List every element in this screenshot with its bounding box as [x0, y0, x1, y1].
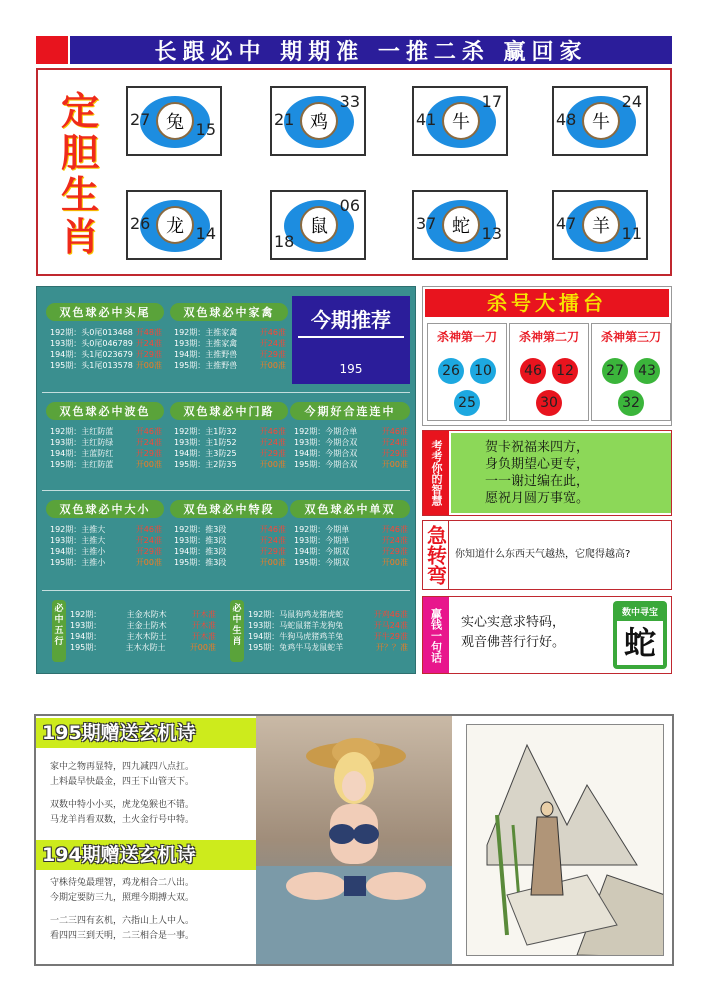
recommend-box — [292, 296, 410, 384]
record-row — [248, 631, 408, 642]
win-line: 实心实意求特码， — [461, 615, 566, 630]
record-row — [50, 426, 162, 437]
record-row — [50, 360, 162, 371]
record-row — [174, 524, 286, 535]
zodiac-number-right: 15 — [195, 120, 216, 139]
poem-line — [50, 790, 194, 798]
number-ball: 10 — [470, 358, 496, 384]
record-label: 193期：今期合双 — [294, 438, 358, 447]
poem-title: 194期赠送玄机诗 — [36, 840, 258, 870]
number-ball: 12 — [552, 358, 578, 384]
record-label: 192期：头0尾013468 — [50, 328, 133, 337]
section-rows-lianlian — [294, 426, 408, 470]
record-row — [294, 535, 408, 546]
win-line: 观音佛菩行行好。 — [461, 635, 566, 650]
record-label: 194期：主推野兽 — [174, 350, 238, 359]
record-row — [70, 609, 216, 620]
record-label: 194期：主推小 — [50, 547, 106, 556]
kill-board-title: 杀号大擂台 — [425, 289, 669, 317]
zodiac-number-left: 37 — [416, 214, 437, 233]
record-result: 开46准 — [259, 427, 286, 436]
knife-column — [509, 323, 589, 421]
record-row — [50, 524, 162, 535]
record-result: 开46准 — [259, 525, 286, 534]
section-header-daxiao: 双色球必中大小 — [46, 500, 164, 518]
poem-line: 看四四三到天明，二三相合是一事。 — [50, 931, 195, 941]
poem-line: 马龙羊肖看双数，土火金行号中特。 — [50, 815, 195, 825]
section-header-teduan: 双色球必中特段 — [170, 500, 288, 518]
zodiac-number-right: 17 — [481, 92, 502, 111]
record-row — [248, 609, 408, 620]
record-label: 195期：今期合双 — [294, 460, 358, 469]
record-label: 193期：马蛇鼠猪羊龙狗兔 — [248, 621, 344, 630]
rabbit-icon: 兔 — [156, 102, 194, 140]
ox-brown-icon: 牛 — [582, 102, 620, 140]
section-rows-jiaqin — [174, 327, 286, 371]
record-result: 开24准 — [135, 339, 162, 348]
record-result: 开00准 — [135, 558, 162, 567]
record-result: 开29准 — [259, 350, 286, 359]
zodiac-card — [412, 190, 508, 260]
recommend-title: 今期推荐 — [311, 308, 391, 332]
record-row — [174, 338, 286, 349]
record-row — [174, 426, 286, 437]
record-result: 开29准 — [259, 449, 286, 458]
record-result: 开29准 — [135, 350, 162, 359]
section-header-bose: 双色球必中波色 — [46, 402, 164, 420]
zodiac-card — [270, 190, 366, 260]
recommend-number: 195 — [339, 362, 363, 376]
record-label: 主木水防土 — [125, 643, 166, 652]
number-ball: 25 — [454, 390, 480, 416]
record-result: 开29准 — [135, 547, 162, 556]
record-label: 194期：今期双 — [294, 547, 350, 556]
record-label: 194期：推3段 — [174, 547, 227, 556]
wisdom-label: 考考你的智慧 — [423, 431, 449, 515]
zodiac-number-left: 41 — [416, 110, 437, 129]
record-result: 开48准 — [135, 328, 162, 337]
record-result: 开46准 — [259, 328, 286, 337]
poem-line — [50, 906, 194, 914]
record-row — [70, 620, 216, 631]
record-label: 193期：主推大 — [50, 536, 106, 545]
number-ball: 26 — [438, 358, 464, 384]
record-row — [174, 327, 286, 338]
knife-title: 杀神第三刀 — [600, 330, 661, 344]
beach-photo — [256, 716, 452, 964]
wisdom-box — [422, 430, 672, 516]
recommend-divider — [298, 336, 404, 338]
section-header-menlu: 双色球必中门路 — [170, 402, 288, 420]
riddle-text: 你知道什么东西天气越热，它爬得越高? — [455, 549, 631, 560]
record-result: 开24准 — [381, 438, 408, 447]
record-result: 开24准 — [135, 536, 162, 545]
zodiac-number-right: 06 — [339, 196, 360, 215]
record-row — [174, 535, 286, 546]
record-result: 开46准 — [135, 427, 162, 436]
riddle-label: 急转弯 — [423, 521, 449, 589]
wuxing-label: 必中五行 — [52, 600, 66, 662]
section-header-danshuang: 双色球必中单双 — [290, 500, 410, 518]
zodiac-number-right: 33 — [339, 92, 360, 111]
record-label: 193期：推3段 — [174, 536, 227, 545]
wisdom-line: 愿祝月圆万事宽。 — [485, 491, 590, 506]
record-period: 192期： — [70, 610, 102, 619]
knife-title: 杀神第一刀 — [436, 330, 497, 344]
zodiac-card — [270, 86, 366, 156]
poem-body — [50, 876, 194, 944]
zodiac-number-left: 26 — [130, 214, 151, 233]
record-result: 开00准 — [259, 460, 286, 469]
record-row — [248, 620, 408, 631]
record-result: 开29准 — [259, 547, 286, 556]
record-row — [294, 459, 408, 470]
record-result: 开00准 — [135, 361, 162, 370]
section-header-lianlian: 今期好合连连中 — [290, 402, 410, 420]
win-label: 赢钱一句话 — [423, 597, 449, 673]
poem-line: 一二三四有玄机，六指山上人中人。 — [50, 916, 195, 926]
record-result: 开？？准 — [376, 643, 408, 652]
record-label: 192期：主红防蓝 — [50, 427, 114, 436]
record-label: 195期：主推野兽 — [174, 361, 238, 370]
number-ball: 43 — [634, 358, 660, 384]
record-period: 195期： — [70, 643, 102, 652]
knife-column — [427, 323, 507, 421]
record-row — [294, 426, 408, 437]
record-label: 195期：今期双 — [294, 558, 350, 567]
zodiac-title: 定胆生肖 — [60, 89, 99, 259]
record-result: 开24准 — [259, 536, 286, 545]
record-label: 195期：主红防蓝 — [50, 460, 114, 469]
record-label: 主金水防木 — [126, 610, 167, 619]
zodiac-card — [412, 86, 508, 156]
section-header-toutail: 双色球必中头尾 — [46, 303, 164, 321]
record-row — [50, 546, 162, 557]
wisdom-line: 贺卡祝福来四方， — [485, 440, 590, 455]
record-period: 193期： — [70, 621, 102, 630]
record-period: 194期： — [70, 632, 102, 641]
zodiac-card — [126, 86, 222, 156]
zodiac-card — [552, 86, 648, 156]
zodiac-number-left: 18 — [274, 232, 295, 251]
treasure-box — [613, 601, 667, 669]
record-result: 开29准 — [381, 547, 408, 556]
record-row — [174, 349, 286, 360]
poem-line: 双数中特小小买，虎龙兔猴也不错。 — [50, 800, 195, 810]
record-row — [50, 349, 162, 360]
number-ball: 30 — [536, 390, 562, 416]
record-result: 开木准 — [192, 610, 216, 619]
record-row — [174, 459, 286, 470]
record-row — [50, 327, 162, 338]
record-label: 192期：今期合单 — [294, 427, 358, 436]
record-label: 主金土防木 — [126, 621, 167, 630]
record-row — [174, 448, 286, 459]
riddle-box — [422, 520, 672, 590]
knife-column — [591, 323, 671, 421]
section-rows-teduan — [174, 524, 286, 568]
rat-icon: 鼠 — [300, 206, 338, 244]
record-row — [50, 338, 162, 349]
record-row — [50, 535, 162, 546]
record-result: 开46准 — [381, 525, 408, 534]
poem-title: 195期赠送玄机诗 — [36, 718, 258, 748]
record-row — [50, 437, 162, 448]
record-result: 开00准 — [135, 460, 162, 469]
zodiac-card — [126, 190, 222, 260]
record-label: 194期：主蓝防红 — [50, 449, 114, 458]
zodiac-number-left: 27 — [130, 110, 151, 129]
record-result: 开00准 — [381, 558, 408, 567]
wuxing-rows — [70, 609, 216, 653]
sheep-icon: 羊 — [582, 206, 620, 244]
record-label: 193期：主推家禽 — [174, 339, 238, 348]
record-label: 192期：推3段 — [174, 525, 227, 534]
record-label: 194期：主3防25 — [174, 449, 237, 458]
shengxiao-rows — [248, 609, 408, 653]
section-divider — [42, 490, 410, 491]
section-rows-bose — [50, 426, 162, 470]
record-result: 开24准 — [259, 339, 286, 348]
record-label: 192期：今期单 — [294, 525, 350, 534]
poem-body — [50, 760, 194, 828]
record-row — [50, 557, 162, 568]
number-ball: 32 — [618, 390, 644, 416]
poem-line: 上料最早快最金，四王下山管天下。 — [50, 777, 195, 787]
record-row — [294, 437, 408, 448]
record-result: 开24准 — [381, 536, 408, 545]
record-label: 195期：推3段 — [174, 558, 227, 567]
wisdom-line: 一一谢过编在此， — [485, 474, 590, 489]
record-row — [294, 524, 408, 535]
kill-number-board — [422, 286, 672, 426]
record-label: 193期：主1防52 — [174, 438, 237, 447]
record-result: 开木准 — [192, 632, 216, 641]
record-label: 193期：头0尾046789 — [50, 339, 133, 348]
section-header-jiaqin: 双色球必中家禽 — [170, 303, 288, 321]
record-row — [70, 631, 216, 642]
section-rows-toutail — [50, 327, 162, 371]
record-label: 194期：牛狗马虎猪鸡羊兔 — [248, 632, 344, 641]
record-label: 192期：主推大 — [50, 525, 106, 534]
record-result: 开木准 — [192, 621, 216, 630]
ox-icon: 牛 — [442, 102, 480, 140]
record-label: 193期：主红防绿 — [50, 438, 114, 447]
wisdom-verse — [451, 433, 671, 513]
zodiac-card — [552, 190, 648, 260]
record-label: 195期：主2防35 — [174, 460, 237, 469]
number-ball: 46 — [520, 358, 546, 384]
knife-title: 杀神第二刀 — [518, 330, 579, 344]
banner-red-block — [36, 36, 68, 64]
record-label: 194期：头1尾023679 — [50, 350, 133, 359]
record-result: 开00准 — [259, 361, 286, 370]
dragon-icon: 龙 — [156, 206, 194, 244]
wisdom-line: 身负期望心更专， — [485, 457, 590, 472]
record-result: 开00准 — [381, 460, 408, 469]
zodiac-number-left: 48 — [556, 110, 577, 129]
record-result: 开00准 — [259, 558, 286, 567]
record-label: 194期：今期合双 — [294, 449, 358, 458]
win-phrase — [461, 613, 565, 653]
record-label: 195期：兔鸡牛马龙鼠蛇羊 — [248, 643, 344, 652]
number-ball: 27 — [602, 358, 628, 384]
record-row — [174, 546, 286, 557]
record-label: 192期：主1防32 — [174, 427, 237, 436]
record-label: 195期：头1尾013578 — [50, 361, 133, 370]
record-row — [174, 437, 286, 448]
section-rows-daxiao — [50, 524, 162, 568]
section-divider — [42, 590, 410, 591]
record-result: 开24准 — [259, 438, 286, 447]
record-label: 192期：主推家禽 — [174, 328, 238, 337]
treasure-label: 数中寻宝 — [621, 608, 658, 618]
record-result: 开鸡46准 — [373, 610, 408, 619]
record-row — [50, 448, 162, 459]
poem-line: 今期定要防三九，照理今期搏大双。 — [50, 893, 195, 903]
section-divider — [42, 392, 410, 393]
zodiac-number-right: 14 — [195, 224, 216, 243]
section-rows-menlu — [174, 426, 286, 470]
record-row — [174, 557, 286, 568]
record-row — [294, 546, 408, 557]
record-result: 开46准 — [381, 427, 408, 436]
record-result: 开29准 — [381, 449, 408, 458]
record-result: 开24准 — [135, 438, 162, 447]
record-label: 195期：主推小 — [50, 558, 106, 567]
record-row — [50, 459, 162, 470]
record-row — [248, 642, 408, 653]
record-label: 主水木防土 — [126, 632, 167, 641]
section-rows-danshuang — [294, 524, 408, 568]
record-row — [174, 360, 286, 371]
zodiac-number-right: 11 — [621, 224, 642, 243]
record-label: 193期：今期单 — [294, 536, 350, 545]
zodiac-number-left: 47 — [556, 214, 577, 233]
record-result: 开29准 — [135, 449, 162, 458]
snake-icon: 蛇 — [442, 206, 480, 244]
record-result: 开46准 — [135, 525, 162, 534]
record-label: 192期：马鼠狗鸡龙猪虎蛇 — [248, 610, 344, 619]
record-result: 开00准 — [189, 643, 216, 652]
shengxiao-label: 必中生肖 — [230, 600, 244, 662]
banner-title: 长跟必中 期期准 一推二杀 赢回家 — [70, 36, 672, 64]
record-result: 开牛29准 — [373, 632, 408, 641]
rooster-icon: 鸡 — [300, 102, 338, 140]
poem-line: 家中之物再显特，四九减四八点扛。 — [50, 762, 195, 772]
record-row — [294, 448, 408, 459]
zodiac-number-left: 21 — [274, 110, 295, 129]
poem-line: 守株待兔最理智，鸡龙相合二八出。 — [50, 878, 195, 888]
ink-sketch-image — [466, 724, 664, 956]
record-result: 开马24准 — [373, 621, 408, 630]
zodiac-number-right: 13 — [481, 224, 502, 243]
record-row — [294, 557, 408, 568]
record-row — [70, 642, 216, 653]
zodiac-number-right: 24 — [621, 92, 642, 111]
treasure-char: 蛇 — [617, 621, 663, 665]
win-phrase-box — [422, 596, 672, 674]
